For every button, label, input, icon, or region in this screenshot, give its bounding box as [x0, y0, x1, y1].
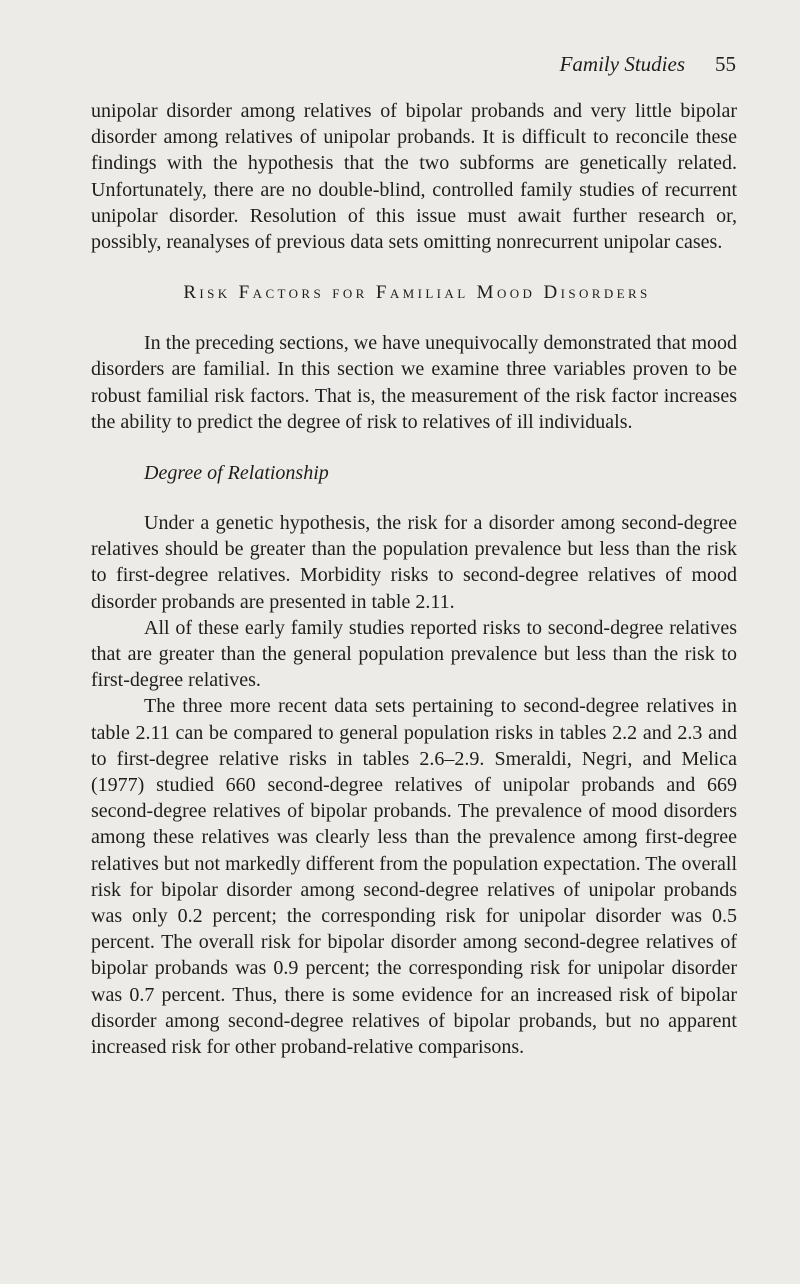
- paragraph: All of these early family studies reported risks to second-degree relatives that are greater than the general population prevalence but less than the risk to first-degree relatives.: [91, 616, 737, 692]
- paragraph: The three more recent data sets pertaining to second-degree relatives in table 2.11 can be compared to general population risks in tables 2.2 and 2.3 and to first-degree relative risks in tables 2.6–2.9. Smeraldi, Negri, and Melica (1977) studied 660 second-degree relatives of unipolar probands and 669 second-degree relatives of bipolar probands. The prevalence of mood disorders among these relatives was clearly less than the prevalence among first-degree relatives but not markedly different from the population expectation. The overall risk for bipolar disorder among second-degree relatives of unipolar probands was only 0.2 percent; the corresponding risk for unipolar disorder was 0.5 percent. The overall risk for bipolar disorder among second-degree relatives of bipolar probands was 0.9 percent; the corresponding risk for unipolar disorder was 0.7 percent. Thus, there is some evidence for an increased risk of bipolar disorder among second-degree relatives of bipolar probands, but no apparent increased risk for other proband-relative comparisons.: [91, 695, 737, 1059]
- running-title: Family Studies: [559, 52, 685, 76]
- paragraph: unipolar disorder among relatives of bipolar probands and very little bipolar disorder among relatives of unipolar probands. It is difficult to reconcile these findings with the hypothesis that the two subforms are genetically related. Unfortunately, there are no double-blind, controlled family studies of recurrent unipolar disorder. Resolution of this issue must await further research or, possibly, reanalyses of previous data sets omitting nonrecurrent unipolar cases.: [91, 100, 737, 254]
- paragraph: Under a genetic hypothesis, the risk for a disorder among second-degree relatives should be greater than the population prevalence but less than the risk to first-degree relatives. Morbidity risks to second-degree relatives of mood disorder probands are presented in table 2.11.: [91, 512, 737, 613]
- paragraph: In the preceding sections, we have unequivocally demonstrated that mood disorders are familial. In this section we examine three variables proven to be robust familial risk factors. That is, the measurement of the risk factor increases the ability to predict the degree of risk to relatives of ill individuals.: [91, 332, 737, 433]
- running-head: [560, 52, 736, 77]
- subsection-heading: Degree of Relationship: [144, 462, 329, 485]
- page-number: 55: [715, 52, 736, 76]
- body-text: [91, 98, 737, 1060]
- section-heading: Risk Factors for Familial Mood Disorders: [183, 282, 651, 304]
